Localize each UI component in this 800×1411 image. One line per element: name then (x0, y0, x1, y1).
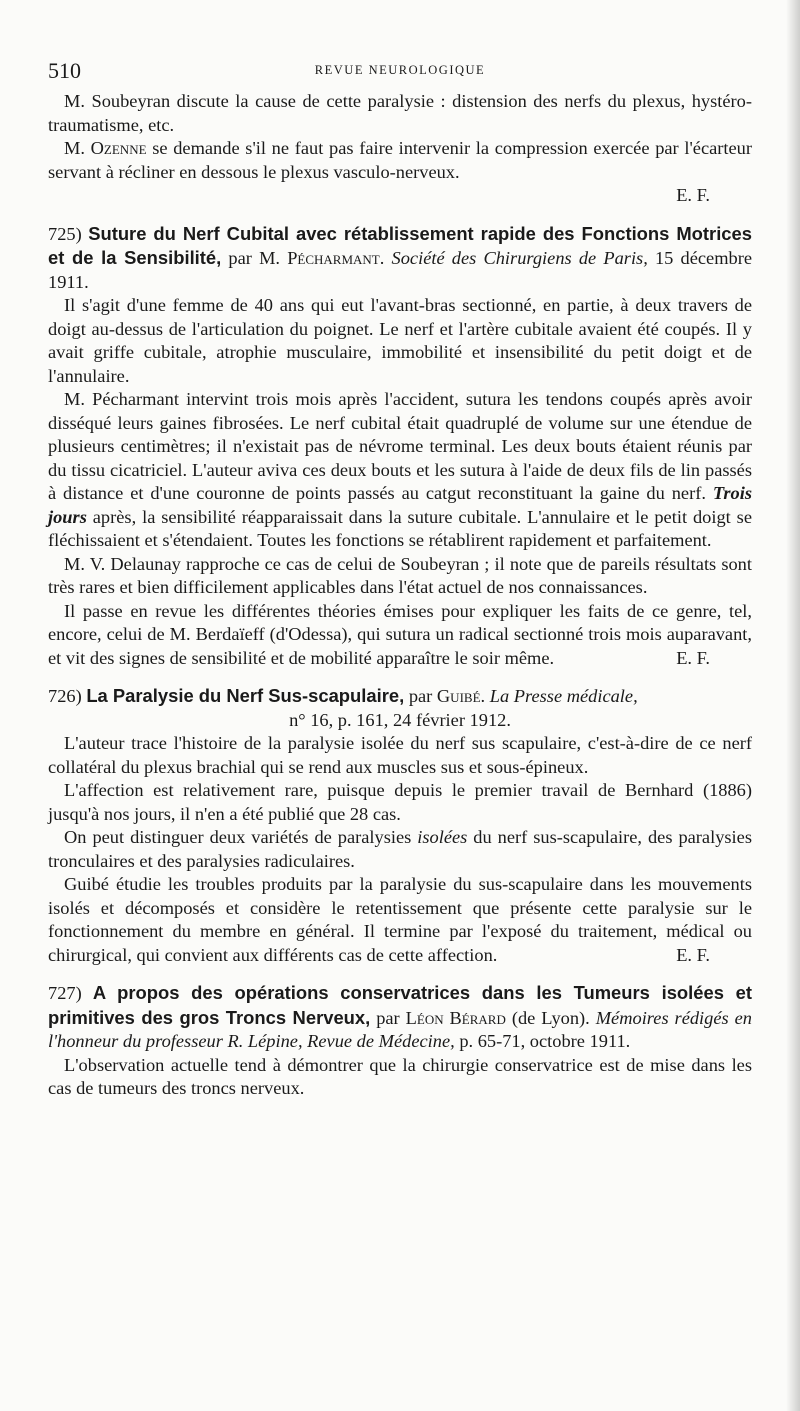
article-727-source: Mémoires rédigés en l'honneur du professeur R. Lépine, Revue de Médecine, (48, 1007, 752, 1051)
article-726-p3-end: du nerf sus-scapulaire, des paralysies tronculaires et des paralysies radiculaires. (48, 827, 752, 871)
article-727-location: (de Lyon). (505, 1007, 590, 1028)
article-726-by: par (404, 686, 437, 706)
article-725-title: Suture du Nerf Cubital avec rétablissement rapide des Fonctions Motrices et de la Sensibilité, (48, 222, 752, 268)
intro-paragraph-1 (48, 90, 752, 137)
article-727-date: p. 65-71, octobre 1911. (454, 1031, 631, 1051)
article-726-paragraph-2: L'affection est relativement rare, puisque depuis le premier travail de Bernhard (1886) jusqu'à nos jours, il n'en a été publié que 28 cas. (48, 780, 752, 824)
article-727 (48, 981, 752, 1101)
article-725-signature: E. F. (676, 647, 710, 668)
article-727-author: Léon Bérard (405, 1007, 506, 1028)
article-725-p2-text: M. Pécharmant intervint trois mois après l'accident, sutura les tendons coupés après avoir disséqué leurs gaines fibrosées. Le nerf cubital était quadruplé de volume sur une étendue de plusieurs centimètres; il n'existait pas de névrome terminal. Les deux bouts étaient réunis par du tissu cicatriciel. L'auteur aviva ces deux bouts et les sutura à l'aide de deux fils de lin passés à distance et d'une couronne de points passés au catgut reconstituant la gaine du nerf. (48, 389, 752, 503)
article-726-heading (48, 684, 752, 709)
article-725-p2-end: après, la sensibilité réapparaissait dans la suture cubitale. L'annulaire et le petit doigt se fléchissaient et s'étendaient. Toutes les fonctions se rétablirent rapidement et parfaitement. (48, 506, 752, 550)
article-726 (48, 684, 752, 967)
article-725-paragraph-1: Il s'agit d'une femme de 40 ans qui eut l'avant-bras sectionné, en partie, à deux travers de doigt au-dessus de l'articulation du poignet. Le nerf et l'artère cubitale avaient été coupés. Il y avait griffe cubitale, atrophie musculaire, immobilité et insensibilité du petit doigt et de l'annulaire. (48, 295, 752, 386)
article-725-emphasis: Trois jours (48, 483, 752, 527)
article-726-number: 726) (48, 686, 82, 706)
article-726-paragraph-4 (48, 873, 752, 967)
page-header (48, 56, 752, 90)
article-725-source: Société des Chirurgiens de Paris, (391, 248, 648, 268)
article-725 (48, 222, 752, 671)
article-726-author: Guibé. (436, 686, 486, 706)
article-727-number: 727) (48, 983, 82, 1003)
article-725-heading: 725) Suture du Nerf Cubital avec rétablissement rapide des Fonctions Motrices et de la Sensibilité, par M. Pécharmant. Société des Chirurgiens de Paris, 15 décembre 1911. (48, 222, 752, 292)
article-726-paragraph-3 (48, 826, 752, 873)
article-726-emphasis: isolées (417, 827, 468, 847)
article-727-heading (48, 981, 752, 1054)
intro-p2-text: se demande s'il ne faut pas faire intervenir la compression exercée par l'écarteur servant à récliner en dessous le plexus vasculo-nerveux. (48, 138, 752, 182)
article-725-by: par (221, 248, 260, 268)
intro-paragraph-2 (48, 137, 752, 184)
article-726-signature: E. F. (676, 944, 710, 965)
page (48, 56, 752, 1101)
intro-p1-text: discute la cause de cette paralysie : distension des nerfs du plexus, hystéro-traumatisme, etc. (48, 91, 752, 135)
intro-p1-name: M. Soubeyran (64, 91, 171, 111)
article-727-paragraph-1: L'observation actuelle tend à démontrer que la chirurgie conservatrice est de mise dans les cas de tumeurs des troncs nerveux. (48, 1054, 752, 1098)
article-726-p4-text: Guibé étudie les troubles produits par la paralysie du sus-scapulaire dans les mouvements isolés et décomposés et considère le retentissement que présente cette paralysie sur le fonctionnement du membre en général. Il termine par l'exposé du traitement, médical ou chirurgical, qui convient aux différents cas de cette affection. (48, 874, 752, 965)
intro-signature: E. F. (676, 185, 710, 205)
article-725-paragraph-4 (48, 600, 752, 671)
article-726-title: La Paralysie du Nerf Sus-scapulaire, (86, 685, 405, 706)
intro-p2-name: M. Ozenne (64, 138, 147, 158)
article-726-paragraph-1: L'auteur trace l'histoire de la paralysie isolée du nerf sus scapulaire, c'est-à-dire de ce nerf collatéral du plexus brachial qui se rend aux muscles sus et sous-épineux. (48, 733, 752, 777)
article-725-number: 725) (48, 223, 82, 244)
article-726-date: n° 16, p. 161, 24 février 1912. (289, 709, 511, 730)
article-727-title: A propos des opérations conservatrices dans les Tumeurs isolées et primitives des gros Troncs Nerveux, (48, 982, 752, 1028)
article-725-author: M. Pécharmant (259, 248, 380, 268)
article-726-source: La Presse médicale, (489, 686, 638, 706)
article-725-date: 15 décembre 1911. (48, 248, 752, 292)
article-726-p3-text: On peut distinguer deux variétés de paralysies (64, 827, 412, 847)
page-number: 510 (48, 58, 81, 83)
article-725-paragraph-3: M. V. Delaunay rapproche ce cas de celui de Soubeyran ; il note que de pareils résultats sont très rares et bien difficilement applicables dans l'état actuel de nos connaissances. (48, 553, 752, 597)
article-725-paragraph-2 (48, 388, 752, 553)
intro-section (48, 90, 752, 208)
page-edge-shadow (786, 0, 800, 1411)
running-title: REVUE NEUROLOGIQUE (314, 63, 486, 77)
article-727-by: par (370, 1007, 406, 1028)
article-725-p4-text: Il passe en revue les différentes théories émises pour expliquer les faits de ce genre, tel, encore, celui de M. Berdaïeff (d'Odessa), qui sutura un radical sectionné trois mois auparavant, et vit des signes de sensibilité et de mobilité apparaître le soir même. (48, 600, 752, 668)
